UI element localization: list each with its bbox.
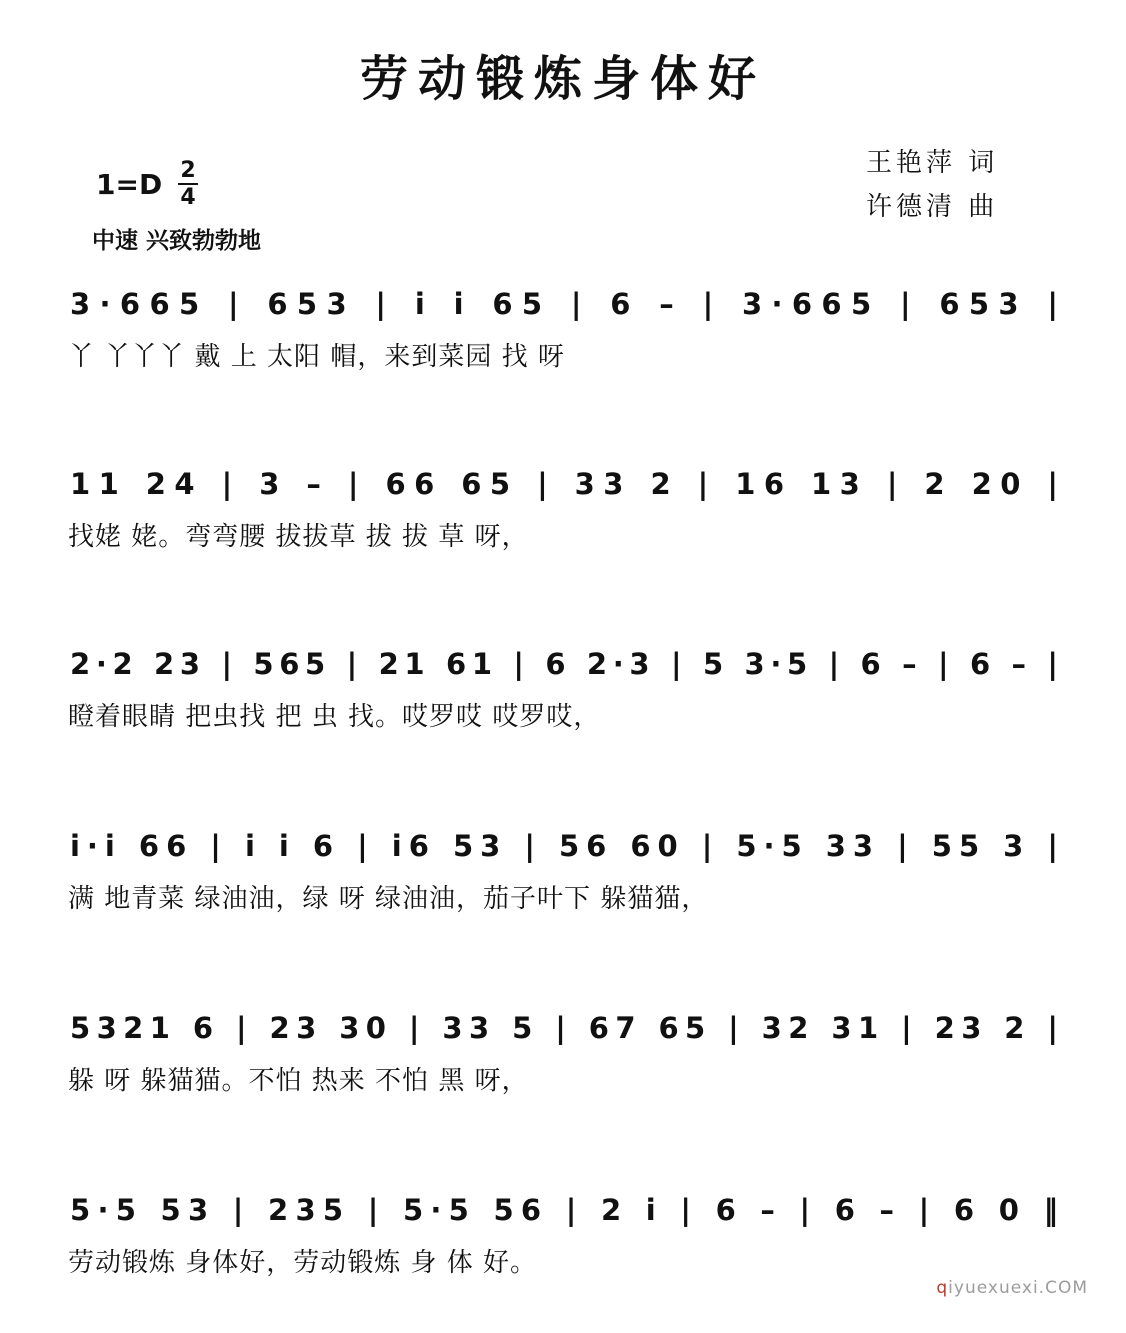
- page-title: 劳动锻炼身体好: [359, 51, 766, 107]
- notation-text: 5321 6 | 23 30 | 33 5 | 67 65 | 32 31 | 23 2 |: [70, 1011, 1058, 1045]
- time-signature: [176, 160, 200, 208]
- notation-text: 11 24 | 3 – | 66 65 | 33 2 | 16 13 | 2 20 |: [70, 467, 1058, 501]
- score-row: [68, 460, 1064, 550]
- notation-text: 3·665 | 653 | i i 65 | 6 – | 3·665 | 653 |: [70, 287, 1059, 321]
- watermark-text: iyuexuexi.COM: [948, 1278, 1088, 1298]
- composer-credit: 许德清 曲: [866, 192, 999, 222]
- notation-text: 5·5 53 | 235 | 5·5 56 | 2 i | 6 – | 6 – | 6 0 ‖: [70, 1193, 1059, 1227]
- meter-bottom: 4: [180, 185, 196, 210]
- lyric-line: 劳动锻炼 身体好，劳动锻炼 身 体 好。: [68, 1248, 538, 1278]
- lyric-line: 瞪着眼睛 把虫找 把 虫 找。哎罗哎 哎罗哎，: [68, 702, 601, 732]
- notation-line: [68, 822, 1064, 872]
- watermark: [936, 1278, 1088, 1298]
- notation-text: i·i 66 | i i 6 | i6 53 | 56 60 | 5·5 33 | 55 3 |: [70, 829, 1059, 863]
- tempo-marking: 中速 兴致勃勃地: [92, 228, 262, 254]
- notation-line: [68, 640, 1064, 690]
- score-row: [68, 822, 1064, 912]
- lyric-line: 丫 丫丫丫 戴 上 太阳 帽，来到菜园 找 呀: [68, 342, 565, 372]
- lyric-line: 找姥 姥。弯弯腰 拔拔草 拔 拔 草 呀，: [68, 522, 529, 552]
- lyric-line: 躲 呀 躲猫猫。不怕 热来 不怕 黑 呀，: [68, 1066, 529, 1096]
- lyric-line: 满 地青菜 绿油油，绿 呀 绿油油，茄子叶下 躲猫猫，: [68, 884, 709, 914]
- notation-line: [68, 1186, 1064, 1236]
- meter-top: 2: [180, 158, 196, 183]
- notation-line: [68, 280, 1064, 330]
- watermark-prefix: q: [936, 1278, 949, 1298]
- score-row: [68, 1186, 1064, 1276]
- score-row: [68, 280, 1064, 370]
- notation-line: [68, 1004, 1064, 1054]
- score-row: [68, 640, 1064, 730]
- lyricist-credit: 王艳萍 词: [866, 148, 999, 178]
- key-signature: 1=D: [96, 168, 163, 201]
- score-row: [68, 1004, 1064, 1094]
- notation-line: [68, 460, 1064, 510]
- notation-text: 2·2 23 | 565 | 21 61 | 6 2·3 | 5 3·5 | 6 – | 6 – |: [70, 647, 1058, 681]
